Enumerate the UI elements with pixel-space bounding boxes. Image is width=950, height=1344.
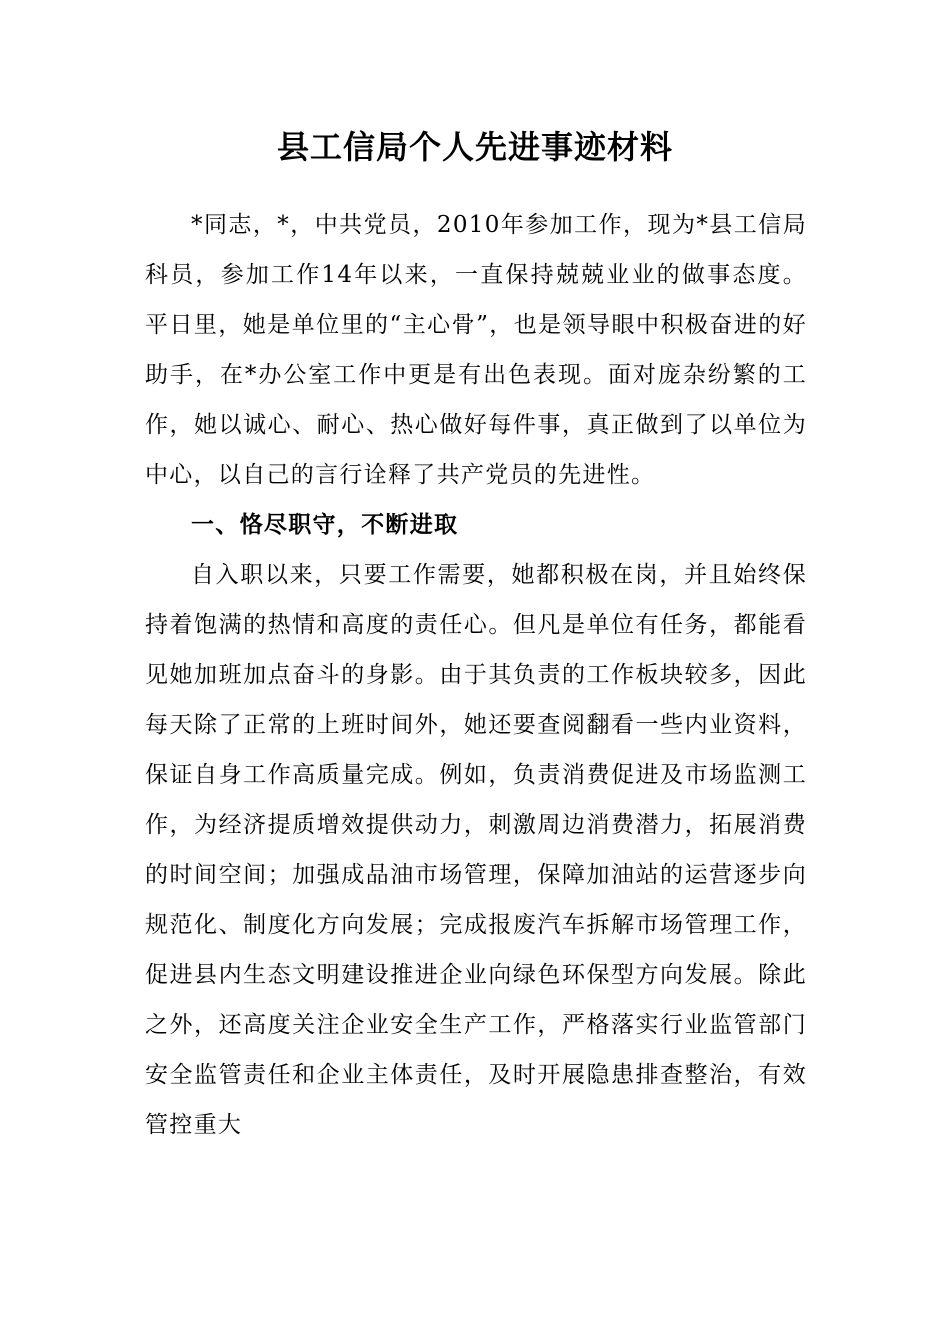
section-heading-1: 一、恪尽职守，不断进取: [191, 511, 459, 538]
document-title: 县工信局个人先进事迹材料: [276, 128, 673, 166]
document-body: [145, 200, 807, 1150]
intro-paragraph: *同志，*，中共党员，2010年参加工作，现为*县工信局科员，参加工作14年以来，一直保持兢兢业业的做事态度。平日里，她是单位里的“主心骨”，也是领导眼中积极奋进的好助手，在*办公室工作中更是有出色表现。面对庞杂纷繁的工作，她以诚心、耐心、热心做好每件事，真正做到了以单位为中心，以自己的言行诠释了共产党员的先进性。: [145, 212, 807, 488]
section-body-1: 自入职以来，只要工作需要，她都积极在岗，并且始终保持着饱满的热情和高度的责任心。但凡是单位有任务，都能看见她加班加点奋斗的身影。由于其负责的工作板块较多，因此每天除了正常的上班时间外，她还要查阅翻看一些内业资料，保证自身工作高质量完成。例如，负责消费促进及市场监测工作，为经济提质增效提供动力，刺激周边消费潜力，拓展消费的时间空间；加强成品油市场管理，保障加油站的运营逐步向规范化、制度化方向发展；完成报废汽车拆解市场管理工作，促进县内生态文明建设推进企业向绿色环保型方向发展。除此之外，还高度关注企业安全生产工作，严格落实行业监管部门安全监管责任和企业主体责任，及时开展隐患排查整治，有效管控重大: [145, 562, 807, 1138]
